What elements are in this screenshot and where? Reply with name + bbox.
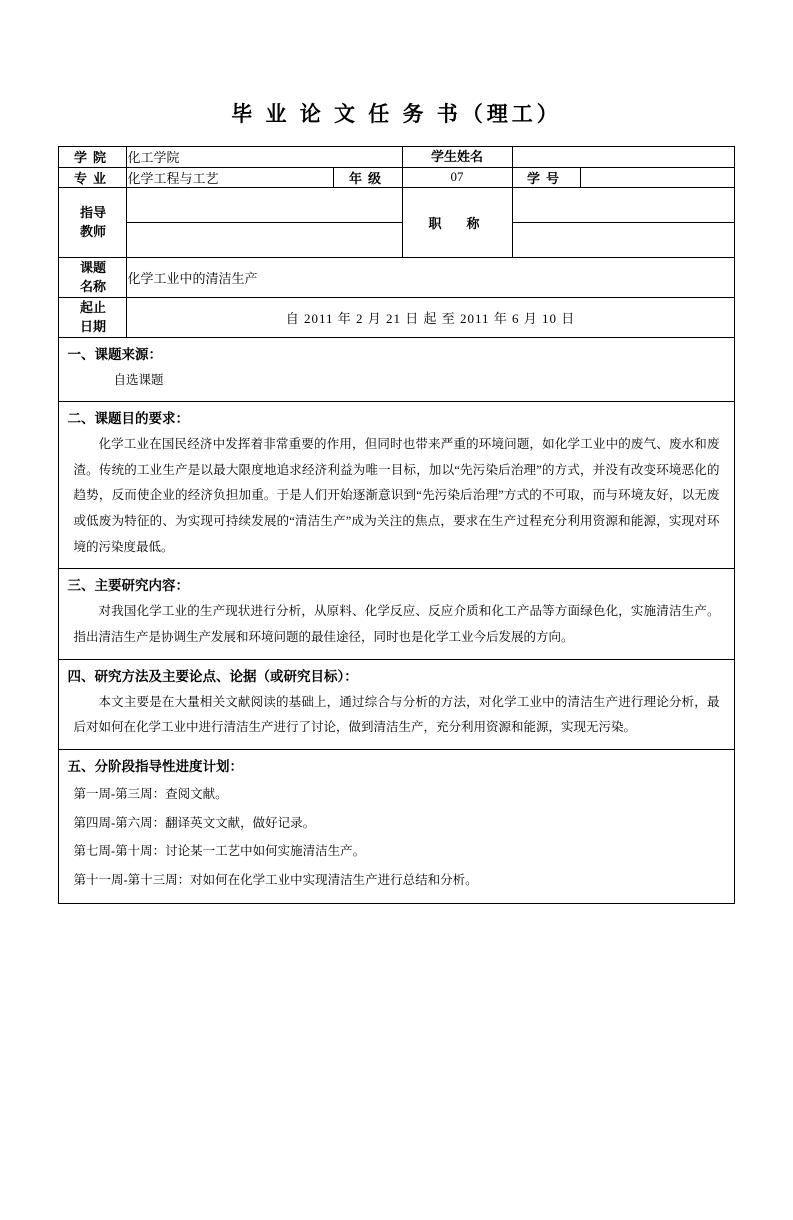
page-title: 毕 业 论 文 任 务 书（理工）	[231, 102, 562, 126]
section-purpose-heading: 二、课题目的要求：	[67, 411, 189, 427]
date-label-line1: 起止	[79, 299, 106, 315]
date-value[interactable]: 自 2011 年 2 月 21 日 起 至 2011 年 6 月 10 日	[127, 297, 734, 337]
table-row-section-purpose	[59, 402, 734, 569]
date-label-line2: 日期	[79, 319, 106, 334]
section-plan	[59, 749, 734, 903]
document-page	[0, 98, 793, 1220]
section-plan-heading: 五、分阶段指导性进度计划：	[67, 758, 243, 774]
section-content-heading: 三、主要研究内容：	[67, 578, 189, 594]
table-row-section-content	[59, 569, 734, 659]
advisor-value-bottom[interactable]	[127, 222, 402, 257]
student-id-label: 学号	[512, 167, 580, 187]
section-purpose-body	[59, 430, 733, 568]
advisor-label-line2: 教师	[79, 224, 106, 239]
table-row-major	[59, 167, 734, 187]
plan-item: 第一周-第三周：查阅文献。	[73, 786, 228, 801]
section-plan-body	[59, 778, 733, 903]
section-purpose	[59, 402, 734, 569]
topic-value[interactable]: 化学工业中的清洁生产	[127, 257, 734, 297]
topic-label	[59, 257, 127, 297]
major-label: 专业	[59, 167, 127, 187]
section-content-body	[59, 597, 733, 658]
section-source	[59, 337, 734, 402]
table-row-section-source	[59, 337, 734, 402]
section-purpose-paragraph: 化学工业在国民经济中发挥着非常重要的作用，但同时也带来严重的环境问题，如化学工业中的废气、废水和废渣。传统的工业生产是以最大限度地追求经济利益为唯一目标，加以“先污染后治理”的方式，并没有改变环境恶化的趋势，反而使企业的经济负担加重。于是人们开始逐渐意识到“先污染后治理”方式的不可取，而与环境友好，以无废或低废为特征的、为实现可持续发展的“清洁生产”成为关注的焦点，要求在生产过程充分利用资源和能源，实现对环境的污染度最低。	[73, 437, 720, 554]
plan-item: 第四周-第六周：翻译英文文献，做好记录。	[73, 815, 316, 830]
topic-label-line2: 名称	[79, 279, 106, 294]
job-title-value-bottom[interactable]	[512, 222, 734, 257]
section-source-heading: 一、课题来源：	[67, 346, 162, 362]
table-row-advisor-top	[59, 187, 734, 222]
major-value[interactable]: 化学工程与工艺	[127, 167, 334, 187]
table-row-section-method	[59, 659, 734, 749]
section-method-heading: 四、研究方法及主要论点、论据（或研究目标）：	[67, 668, 358, 684]
student-name-label: 学生姓名	[402, 147, 512, 168]
section-content-paragraph: 对我国化学工业的生产现状进行分析，从原料、化学反应、反应介质和化工产品等方面绿色化，实施清洁生产。指出清洁生产是协调生产发展和环境问题的最佳途径，同时也是化学工业今后发展的方向。	[73, 604, 720, 644]
section-content	[59, 569, 734, 659]
section-method	[59, 659, 734, 749]
section-method-paragraph: 本文主要是在大量相关文献阅读的基础上，通过综合与分析的方法，对化学工业中的清洁生产进行理论分析，最后对如何在化学工业中进行清洁生产进行了讨论，做到清洁生产，充分利用资源和能源，实现无污染。	[73, 694, 720, 735]
college-value[interactable]: 化工学院	[127, 147, 402, 168]
table-row-topic	[59, 257, 734, 297]
section-method-body	[59, 688, 733, 749]
table-row-advisor-bottom	[59, 222, 734, 257]
table-row-date	[59, 297, 734, 337]
advisor-value-top[interactable]	[127, 187, 402, 222]
job-title-value-top[interactable]	[512, 187, 734, 222]
student-name-value[interactable]	[512, 147, 734, 168]
topic-label-line1: 课题	[79, 259, 106, 275]
grade-value[interactable]: 07	[402, 167, 512, 187]
date-label	[59, 297, 127, 337]
table-row-college	[59, 147, 734, 168]
section-source-body	[59, 366, 733, 402]
grade-label: 年级	[334, 167, 402, 187]
student-id-value[interactable]	[580, 167, 734, 187]
advisor-label-line1: 指导	[79, 204, 106, 220]
task-book-table	[58, 146, 734, 904]
section-source-paragraph: 自选课题	[113, 372, 164, 387]
table-row-section-plan	[59, 749, 734, 903]
job-title-label: 职 称	[402, 187, 512, 257]
college-label: 学院	[59, 147, 127, 168]
plan-item: 第七周-第十周：讨论某一工艺中如何实施清洁生产。	[73, 844, 366, 859]
advisor-label	[59, 187, 127, 257]
plan-item: 第十一周-第十三周：对如何在化学工业中实现清洁生产进行总结和分析。	[73, 873, 478, 887]
